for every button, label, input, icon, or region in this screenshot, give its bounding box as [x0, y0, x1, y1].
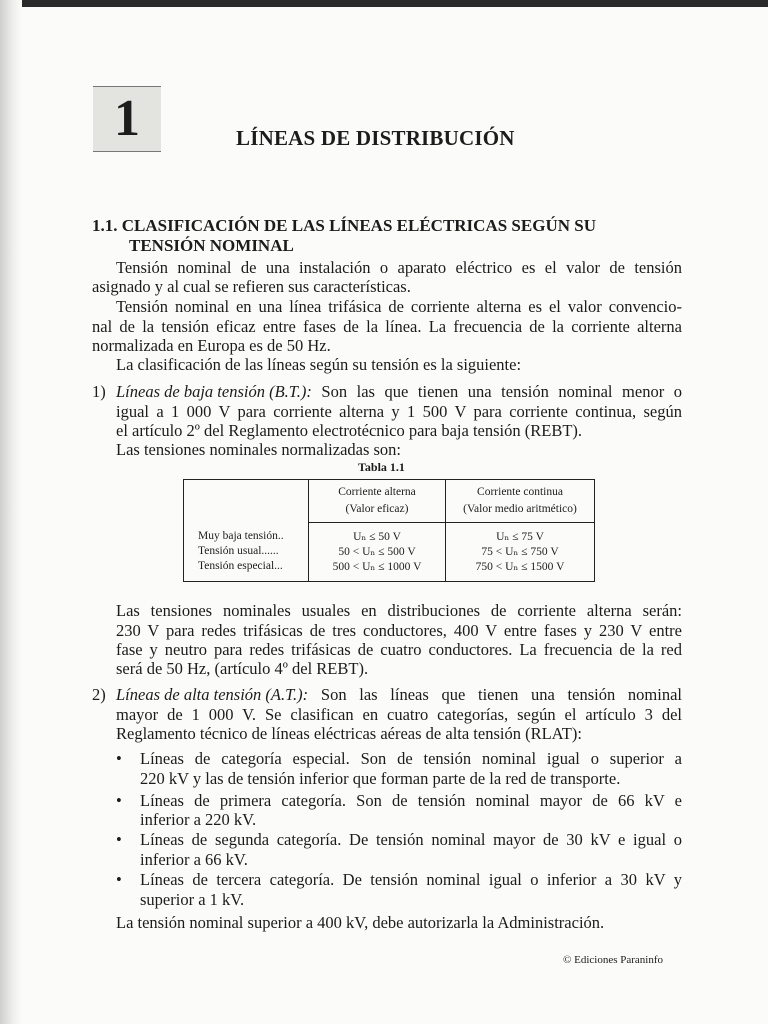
- item2-line1-text: Son las líneas que tienen una tensión nominal: [308, 685, 682, 704]
- p4-line2: 230 V para redes trifásicas de tres conductores, 400 V entre fases y 230 V entre: [116, 621, 682, 640]
- bullet-1-line2: 220 kV y las de tensión inferior que forman parte de la red de transporte.: [140, 769, 621, 788]
- bullet-1-line1: Líneas de categoría especial. Son de tensión nominal igual o superior a: [140, 749, 682, 768]
- item2-italic: Líneas de alta tensión (A.T.):: [116, 685, 309, 704]
- bullet-4-line2: superior a 1 kV.: [140, 890, 245, 909]
- item2-line3: Reglamento técnico de líneas eléctricas aéreas de alta tensión (RLAT):: [116, 724, 582, 743]
- bullet-2-line1: Líneas de primera categoría. Son de tensión nominal mayor de 66 kV e: [140, 791, 682, 810]
- p4-line1: Las tensiones nominales usuales en distribuciones de corriente alterna serán:: [116, 601, 682, 620]
- header-dc-line1: Corriente continua: [477, 486, 563, 498]
- p1-line2: asignado y al cual se refieren sus características.: [92, 277, 411, 296]
- p3-line: La clasificación de las líneas según su tensión es la siguiente:: [116, 355, 522, 374]
- p4-line4: será de 50 Hz, (artículo 4º del REBT).: [116, 659, 369, 678]
- table-body-row: [184, 523, 595, 582]
- p2-line2: nal de la tensión eficaz entre fases de la línea. La frecuencia de la corriente alterna: [92, 317, 682, 336]
- row-labels: [184, 523, 309, 582]
- closing-line: La tensión nominal superior a 400 kV, debe autorizarla la Administración.: [116, 913, 605, 932]
- p2-line1: Tensión nominal en una línea trifásica de corriente alterna es el valor convencio-: [116, 297, 682, 316]
- bullet-1-glyph: •: [116, 749, 122, 768]
- bullet-3-line1: Líneas de segunda categoría. De tensión nominal mayor de 30 kV e igual o: [140, 830, 682, 849]
- chapter-number: 1: [93, 86, 161, 152]
- chapter-title: LÍNEAS DE DISTRIBUCIÓN: [236, 126, 515, 150]
- item1-number: 1): [92, 382, 106, 401]
- item1-line3: el artículo 2º del Reglamento electrotécnico para baja tensión (REBT).: [116, 421, 583, 440]
- item1-line1: [116, 382, 682, 402]
- p2-line3: normalizada en Europa es de 50 Hz.: [92, 336, 331, 355]
- dc-value-1: Uₙ ≤ 75 V: [496, 530, 544, 543]
- row-label-3: Tensión especial...: [198, 560, 283, 573]
- table-caption: Tabla 1.1: [358, 460, 405, 474]
- dc-value-2: 75 < Uₙ ≤ 750 V: [481, 545, 559, 558]
- ac-values: [309, 523, 446, 582]
- item2-line2: mayor de 1 000 V. Se clasifican en cuatro categorías, según el artículo 3 del: [116, 705, 682, 724]
- table-corner: [184, 480, 309, 523]
- p4-line3: fase y neutro para redes trifásicas de cuatro conductores. La frecuencia de la red: [116, 640, 682, 659]
- bullet-3-line2: inferior a 66 kV.: [140, 850, 248, 869]
- page-top-edge: [0, 0, 768, 7]
- section-heading-line2: TENSIÓN NOMINAL: [129, 236, 294, 255]
- header-ac-line1: Corriente alterna: [338, 486, 416, 498]
- header-dc: [446, 480, 595, 523]
- dc-values: [446, 523, 595, 582]
- header-dc-line2: (Valor medio aritmético): [463, 503, 577, 515]
- ac-value-2: 50 < Uₙ ≤ 500 V: [338, 545, 416, 558]
- p1-line1: Tensión nominal de una instalación o aparato eléctrico es el valor de tensión: [116, 258, 682, 277]
- item1-line1-text: Son las que tienen una tensión nominal menor o: [311, 382, 682, 401]
- row-label-1: Muy baja tensión..: [198, 530, 284, 543]
- binding-shadow: [0, 0, 22, 1024]
- dc-value-3: 750 < Uₙ ≤ 1500 V: [475, 560, 565, 573]
- section-heading-line1: 1.1. CLASIFICACIÓN DE LAS LÍNEAS ELÉCTRICAS SEGÚN SU: [92, 216, 596, 235]
- header-ac: [309, 480, 446, 523]
- item2-line1: [116, 685, 682, 705]
- bullet-2-line2: inferior a 220 kV.: [140, 810, 257, 829]
- ac-value-1: Uₙ ≤ 50 V: [353, 530, 401, 543]
- table-header-row: [184, 480, 595, 523]
- bullet-3-glyph: •: [116, 830, 122, 849]
- header-ac-line2: (Valor eficaz): [345, 503, 409, 515]
- item2-number: 2): [92, 685, 106, 704]
- bullet-2-glyph: •: [116, 791, 122, 810]
- publisher-footer: © Ediciones Paraninfo: [563, 954, 663, 966]
- section-heading: [92, 216, 596, 256]
- item1-line4: Las tensiones nominales normalizadas son:: [116, 440, 402, 459]
- voltage-table: [183, 479, 595, 582]
- ac-value-3: 500 < Uₙ ≤ 1000 V: [332, 560, 422, 573]
- row-label-2: Tensión usual......: [198, 545, 279, 558]
- bullet-4-line1: Líneas de tercera categoría. De tensión nominal igual o inferior a 30 kV y: [140, 870, 682, 889]
- bullet-4-glyph: •: [116, 870, 122, 889]
- item1-line2: igual a 1 000 V para corriente alterna y 1 500 V para corriente continua, según: [116, 402, 682, 421]
- item1-italic: Líneas de baja tensión (B.T.):: [116, 382, 312, 401]
